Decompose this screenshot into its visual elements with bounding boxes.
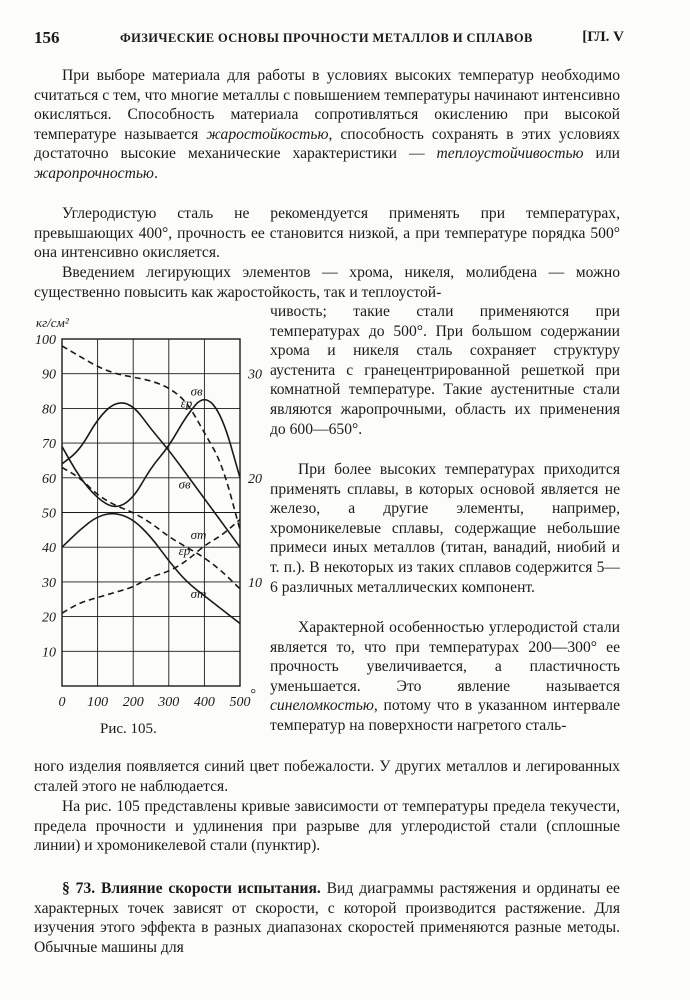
- paragraph-blue-brittleness-cont: ного изделия появляется синий цвет побежалости. У других металлов и легированных сталей этого не наблюдается.: [34, 758, 620, 795]
- x-tick-label: 0: [58, 695, 66, 710]
- paragraph-alloying-cont: чивость; такие стали применяются при температурах до 500°. При большом содержании хрома и никеля сталь сохраняет структуру аустенита с гранецентрированной решеткой при комнатной температуре. Такие аустенитные стали являются жаропрочными, область их применения до 600—650°.: [270, 303, 620, 438]
- series-label: σт: [190, 527, 207, 543]
- x-tick-label: 400: [193, 695, 215, 710]
- y-left-tick-label: 20: [42, 610, 56, 626]
- series-label: σт: [190, 585, 207, 601]
- y-left-tick-label: 10: [42, 645, 56, 661]
- text-run: , способность сохранять в этих условиях достаточно высокие механические характеристики —: [34, 125, 620, 163]
- text-run: При выборе материала для работы в условиях высоких температур необходимо считаться с тем, что многие металлы с повышением температуры начинают интенсивно окисляться. Способность материала сопротивляться окислению при высокой температуре называется: [34, 67, 620, 143]
- series-line-solid-0: [62, 403, 240, 547]
- y-left-tick-label: 50: [42, 506, 56, 522]
- x-tick-label: 100: [87, 695, 109, 710]
- paragraph-section-73: [34, 879, 620, 957]
- x-axis-unit: °: [250, 687, 256, 702]
- y-left-tick-label: 60: [42, 471, 56, 487]
- y-left-tick-label: 40: [42, 541, 56, 557]
- text-run: .: [153, 164, 158, 182]
- paragraph-high-temp-alloys: При более высоких температурах приходится применять сплавы, в которых основой является не железо, а другие элементы, например, хромоникелевые сплавы, содержащие небольшие примеси иных металлов (титан, ванадий, ниобий и т. п.). В некоторых из таких сплавов содержится 5—6 различных металлических компонент.: [270, 461, 620, 596]
- x-tick-label: 200: [122, 695, 144, 710]
- text-run: Характерной особенностью углеродистой стали является то, что при температурах 200—300° ее прочность увеличивается, а пластичность уменьшается. Это явление называется: [270, 619, 620, 695]
- y-left-tick-label: 30: [42, 575, 56, 591]
- series-label: εp: [178, 543, 191, 559]
- paragraph-heat-resistance: [34, 66, 620, 184]
- page-number: 156: [34, 28, 60, 47]
- y-right-tick-label: 20: [248, 471, 262, 487]
- series-label: σв: [178, 476, 191, 492]
- term-heat-stability: жаростойкостью: [206, 125, 329, 143]
- running-header: [34, 28, 624, 52]
- y-right-tick-label: 10: [248, 575, 262, 591]
- term-thermal-stability: теплоустойчивостью: [436, 145, 584, 163]
- paragraph-blue-brittleness: [270, 618, 620, 736]
- term-creep-resistance: жаропрочностью: [34, 164, 154, 182]
- figure-105-chart: [26, 306, 266, 746]
- series-line-dashed-5: [62, 519, 240, 613]
- y-left-tick-label: 100: [35, 333, 56, 348]
- y-right-tick-label: 30: [248, 367, 262, 383]
- series-line-dashed-3: [62, 467, 240, 588]
- series-label: σв: [190, 383, 203, 399]
- text-run: , потому что в указанном интервале температур на поверхности нагретого сталь-: [270, 697, 620, 734]
- y-axis-unit: кг/см²: [36, 315, 69, 330]
- figure-caption: Рис. 105.: [100, 721, 157, 737]
- series-label: εp: [180, 395, 193, 411]
- series-line-solid-4: [62, 400, 240, 507]
- paragraph-figure-reference: На рис. 105 представлены кривые зависимости от температуры предела текучести, предела прочности и удлинения при разрыве для углеродистой стали (сплошные линии) и хромоникелевой стали (пунктир).: [34, 798, 620, 855]
- y-left-tick-label: 70: [42, 437, 56, 453]
- text-run: или: [583, 145, 620, 163]
- x-tick-label: 300: [158, 695, 180, 710]
- running-title: ФИЗИЧЕСКИЕ ОСНОВЫ ПРОЧНОСТИ МЕТАЛЛОВ И СПЛАВОВ: [120, 31, 533, 45]
- paragraph-carbon-steel: Углеродистую сталь не рекомендуется применять при температурах, превышающих 400°, прочность ее становится низкой, а при температуре порядка 500° она интенсивно окисляется.: [34, 205, 620, 262]
- term-blue-brittleness: синеломкостью: [270, 697, 374, 715]
- chart-svg: [26, 306, 266, 746]
- section-heading: § 73. Влияние скорости испытания.: [62, 880, 321, 897]
- series-line-solid-2: [62, 514, 240, 624]
- y-left-tick-label: 90: [42, 367, 56, 383]
- text-run: Вид диаграммы растяжения и ординаты ее характерных точек зависят от скорости, с которой производится растяжение. Для изучения этого эффекта в разных диапазонах скоростей применяются разные методы. Обычные машины для: [34, 880, 620, 956]
- paragraph-alloying-start: Введением легирующих элементов — хрома, никеля, молибдена — можно существенно повысить как жаростойкость, так и теплоустой-: [34, 264, 620, 301]
- chapter-label: [ГЛ. V: [582, 29, 624, 45]
- y-left-tick-label: 80: [42, 402, 56, 418]
- x-tick-label: 500: [229, 695, 251, 710]
